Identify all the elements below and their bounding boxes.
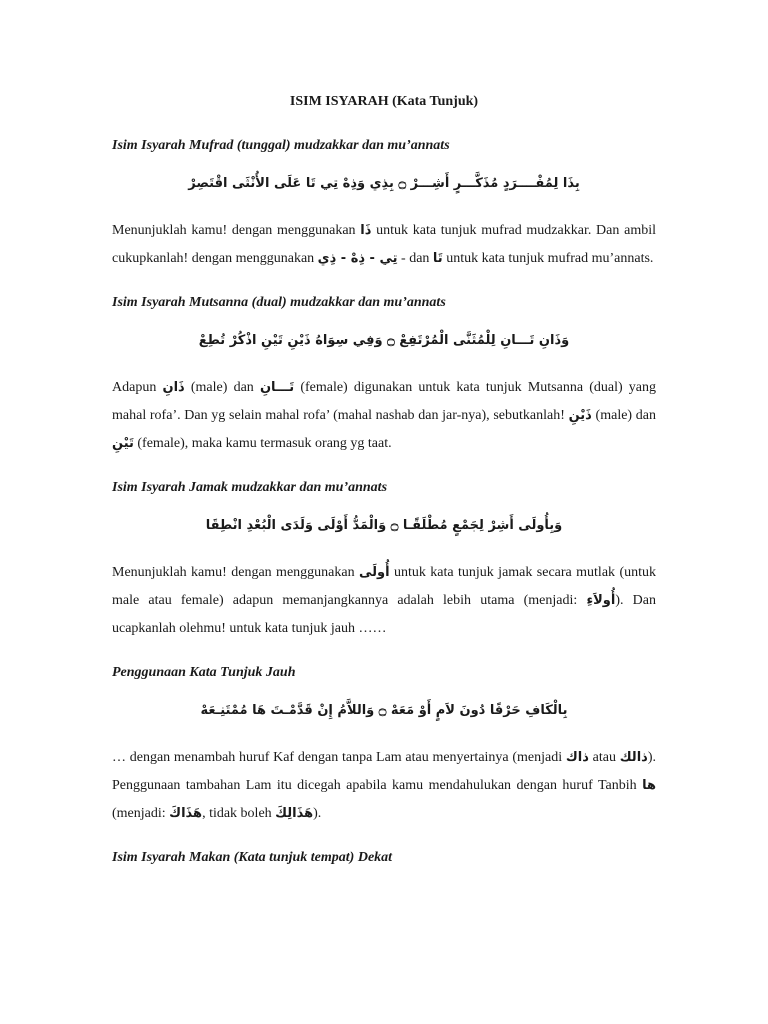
arabic-term: تَا [432,251,443,266]
paragraph-mufrad [112,217,656,273]
arabic-term: ذَيْنِ [568,408,592,423]
arabic-term: ذالك [619,750,648,765]
arabic-term: تَـــانِ [259,380,295,395]
text: (female) digunakan untuk kata tunjuk Mutsanna (dual) yang mahal rofa’. Dan yg selain mahal rofa’ (mahal nashab dan jar-nya), sebutkanlah! [112,380,656,423]
text: ). Dan ucapkanlah olehmu! untuk kata tunjuk jauh …… [112,593,656,636]
arabic-term: تَيْنِ [112,436,134,451]
page-title: ISIM ISYARAH (Kata Tunjuk) [289,94,479,109]
arabic-term: تِي - ذِهْ - ذِي [317,251,398,266]
text: untuk kata tunjuk jamak secara mutlak (untuk male atau female) adapun memanjangkannya adalah lebih utama (menjadi: [112,565,656,608]
text: (male) dan [184,380,260,395]
arabic-term: هَذَالِكَ [275,806,314,821]
text: untuk kata tunjuk mufrad mudzakkar. Dan ambil cukupkanlah! dengan menggunakan [112,223,656,266]
section-heading-jamak: Isim Isyarah Jamak mudzakkar dan mu’annats [112,480,388,495]
text: ). Penggunaan tambahan Lam itu dicegah apabila kamu mendahulukan dengan huruf Tanbih [112,750,656,793]
arabic-term: ذاك [565,750,589,765]
arabic-term: ها [642,778,656,793]
text: Menunjuklah kamu! dengan menggunakan [112,565,359,580]
text: ). [313,806,322,821]
arabic-term: أُولَى [359,565,390,580]
paragraph-jauh [112,744,656,828]
section-heading-mufrad: Isim Isyarah Mufrad (tunggal) mudzakkar dan mu’annats [112,138,450,153]
text: (male) dan [591,408,656,423]
text: (menjadi: [112,806,170,821]
text: Menunjuklah kamu! dengan menggunakan [112,223,361,238]
arabic-verse-mutsanna: وَذَانِ تَـــانِ لِلْمُثَنَّى الْمُرْتَفِعْ ۝ وَفِي سِوَاهُ ذَيْنِ تَيْنِ اذْكُرْ تُطِعْ [198,333,570,348]
text: , tidak boleh [202,806,276,821]
section-heading-makan: Isim Isyarah Makan (Kata tunjuk tempat) Dekat [112,850,393,865]
text: … dengan menambah huruf Kaf dengan tanpa Lam atau menyertainya (menjadi [112,750,566,765]
text: - dan [397,251,433,266]
section-heading-mutsanna: Isim Isyarah Mutsanna (dual) mudzakkar dan mu’annats [112,295,446,310]
paragraph-mutsanna [112,374,656,458]
text: untuk kata tunjuk mufrad mu’annats. [442,251,654,266]
arabic-term: هَذَاكَ [169,806,203,821]
arabic-term: ذَا [360,223,372,238]
text: (female), maka kamu termasuk orang yg taat. [133,436,392,451]
arabic-term: ذَانِ [162,380,185,395]
section-heading-jauh: Penggunaan Kata Tunjuk Jauh [112,665,296,680]
text: Adapun [112,380,163,395]
text: atau [588,750,620,765]
arabic-verse-mufrad: بِذَا لِمُفْــــرَدٍ مُذَكَّـــرٍ أَشِـــرْ ۝ بِذِي وَذِهْ تِي تَا عَلَى الأُنْثَى اقْتَصِرْ [188,176,580,191]
arabic-verse-jauh: بِالْكَافِ حَرْفًا دُونَ لاَمٍ أَوْ مَعَهْ ۝ وَاللاَّمُ إِنْ قَدَّمْـتَ هَا مُمْتَنِـعَهْ [200,703,568,718]
arabic-term: أُولاَءِ [586,593,616,608]
arabic-verse-jamak: وَبِأُولَى أَشِرْ لِجَمْعٍ مُطْلَقًـا ۝ وَالْمَدُّ أَوْلَى وَلَدَى الْبُعْدِ انْطِقَا [205,518,563,533]
paragraph-jamak [112,559,656,643]
